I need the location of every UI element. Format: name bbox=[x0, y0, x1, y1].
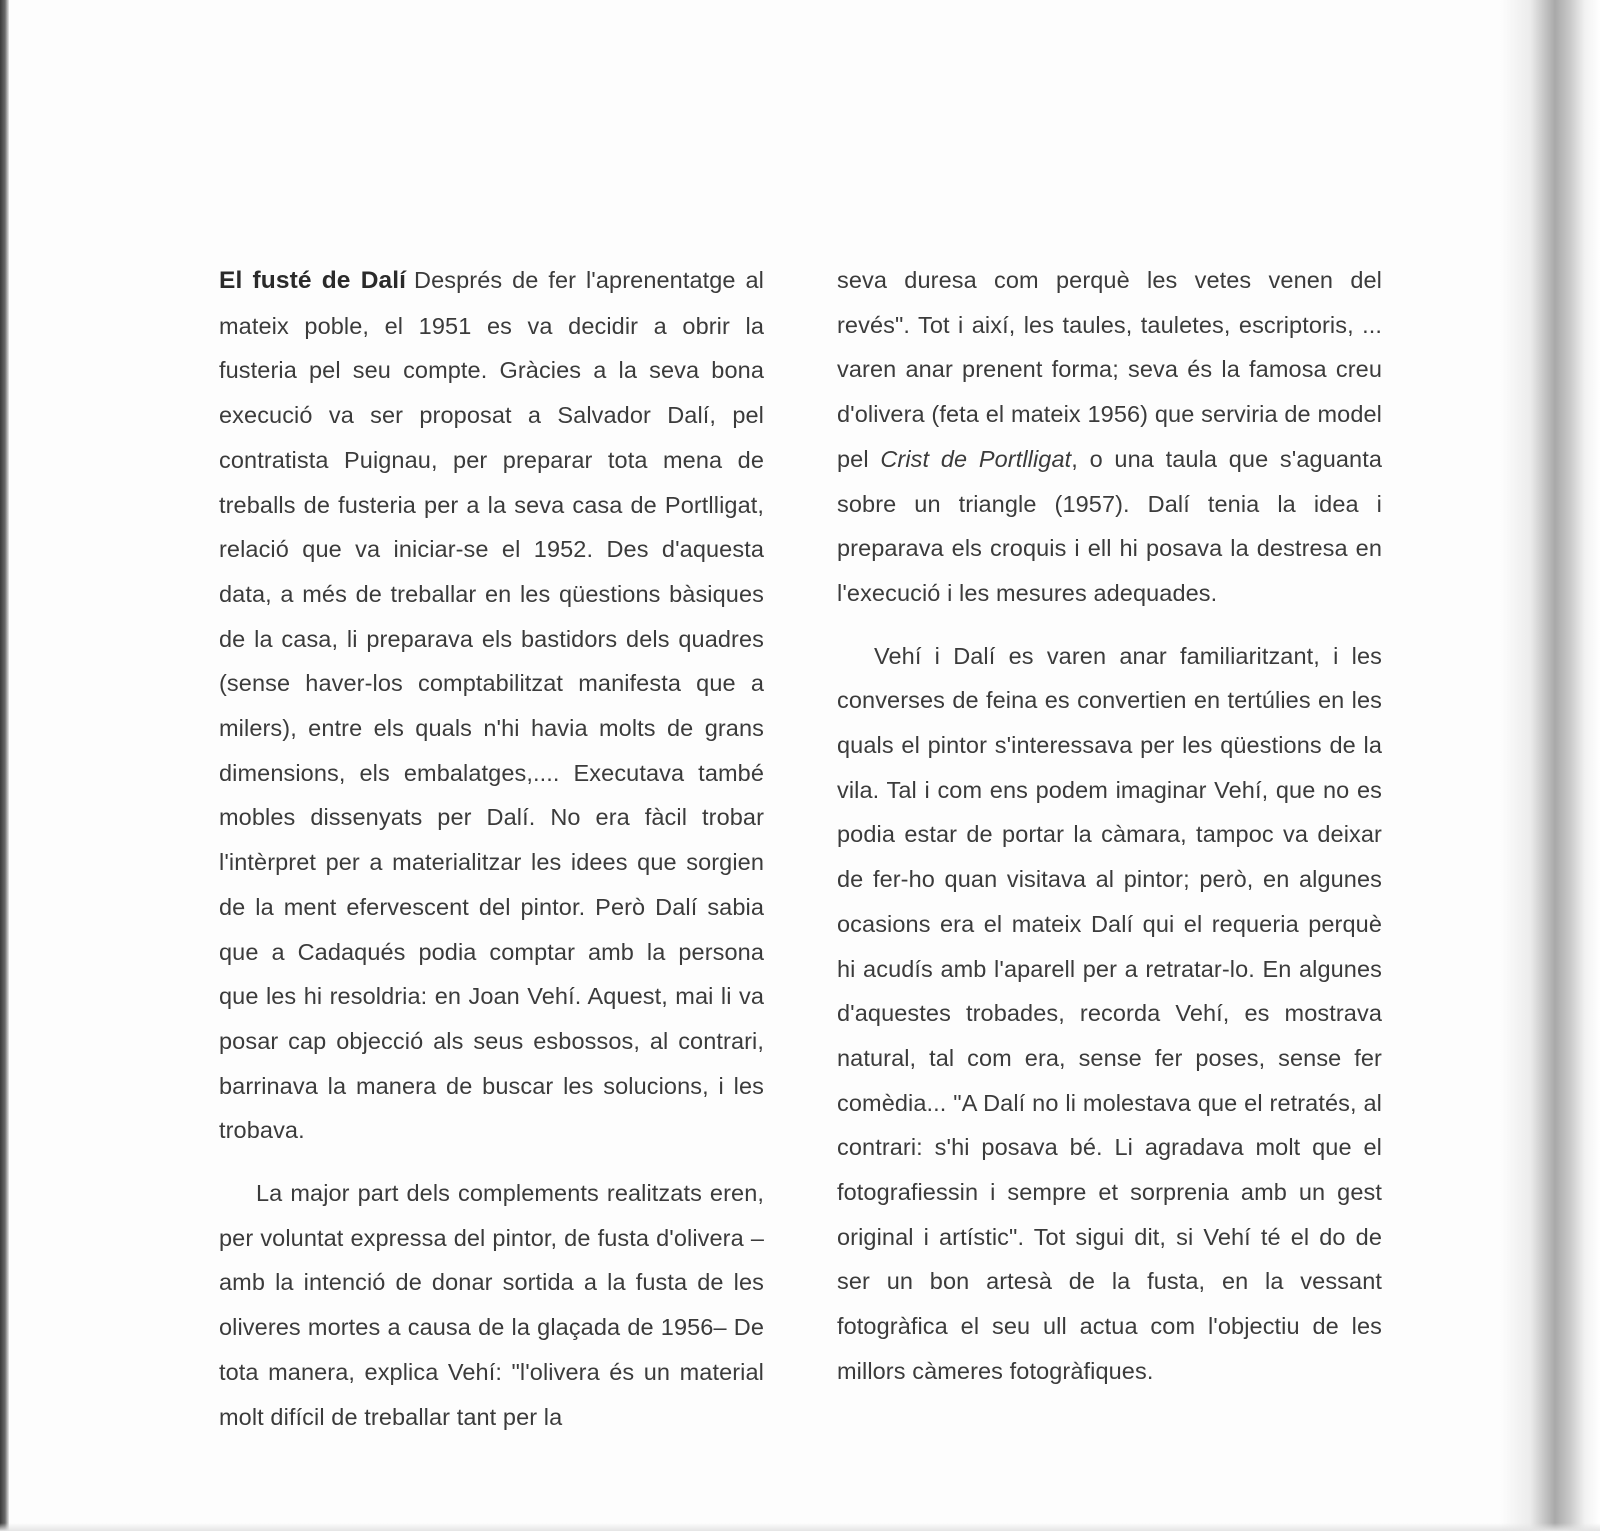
artwork-title: Crist de Portlligat bbox=[880, 445, 1072, 472]
right-paragraph-1 bbox=[837, 258, 1382, 616]
left-paragraph-1 bbox=[219, 258, 764, 1153]
left-paragraph-1-text: Després de fer l'aprenentatge al mateix poble, el 1951 es va decidir a obrir la fusteria pel seu compte. Gràcies a la seva bona execució va ser proposat a Salvador Dalí, pel contratista Puignau, per preparar tota mena de treballs de fusteria per a la seva casa de Portlligat, relació que va iniciar-se el 1952. Des d'aquesta data, a més de treballar en les qüestions bàsiques de la casa, li preparava els bastidors dels quadres (sense haver-los comptabilitzat manifesta que a milers), entre els quals n'hi havia molts de grans dimensions, els embalatges,.... Executava també mobles dissenyats per Dalí. No era fàcil trobar l'intèrpret per a materialitzar les idees que sorgien de la ment efervescent del pintor. Però Dalí sabia que a Cadaqués podia comptar amb la persona que les hi resoldria: en Joan Vehí. Aquest, mai li va posar cap objecció als seus esbossos, al contrari, barrinava la manera de buscar les solucions, i les trobava. bbox=[219, 267, 764, 1144]
scan-left-edge bbox=[0, 0, 9, 1531]
right-text-column bbox=[837, 258, 1382, 1394]
left-text-column bbox=[219, 258, 764, 1439]
scan-bottom-edge bbox=[0, 1523, 1600, 1531]
section-heading: El fusté de Dalí bbox=[219, 267, 407, 294]
left-paragraph-2: La major part dels complements realitzats eren, per voluntat expressa del pintor, de fusta d'olivera –amb la intenció de donar sortida a la fusta de les oliveres mortes a causa de la glaçada de 1956– De tota manera, explica Vehí: "l'olivera és un material molt difícil de treballar tant per la bbox=[219, 1180, 764, 1430]
right-paragraph-1-text-a: seva duresa com perquè les vetes venen del revés". Tot i així, les taules, tauletes, escriptoris, ... varen anar prenent forma; seva és la famosa creu d'olivera (feta el mateix 1956) que serviria de model pel bbox=[837, 267, 1382, 472]
right-paragraph-2: Vehí i Dalí es varen anar familiaritzant, i les converses de feina es convertien en tertúlies en les quals el pintor s'interessava per les qüestions de la vila. Tal i com ens podem imaginar Vehí, que no es podia estar de portar la càmara, tampoc va deixar de fer-ho quan visitava al pintor; però, en algunes ocasions era el mateix Dalí qui el requeria perquè hi acudís amb l'aparell per a retratar-lo. En algunes d'aquestes trobades, recorda Vehí, es mostrava natural, tal com era, sense fer poses, sense fer comèdia... "A Dalí no li molestava que el retratés, al contrari: s'hi posava bé. Li agradava molt que el fotografiessin i sempre et sorprenia amb un gest original i artístic". Tot sigui dit, si Vehí té el do de ser un bon artesà de la fusta, en la vessant fotogràfica el seu ull actua com l'objectiu de les millors càmeres fotogràfiques. bbox=[837, 642, 1382, 1384]
scan-right-shadow bbox=[1500, 0, 1600, 1531]
right-paragraph-1-text-b: , o una taula que s'aguanta sobre un triangle (1957). Dalí tenia la idea i preparava els croquis i ell hi posava la destresa en l'execució i les mesures adequades. bbox=[837, 445, 1382, 606]
